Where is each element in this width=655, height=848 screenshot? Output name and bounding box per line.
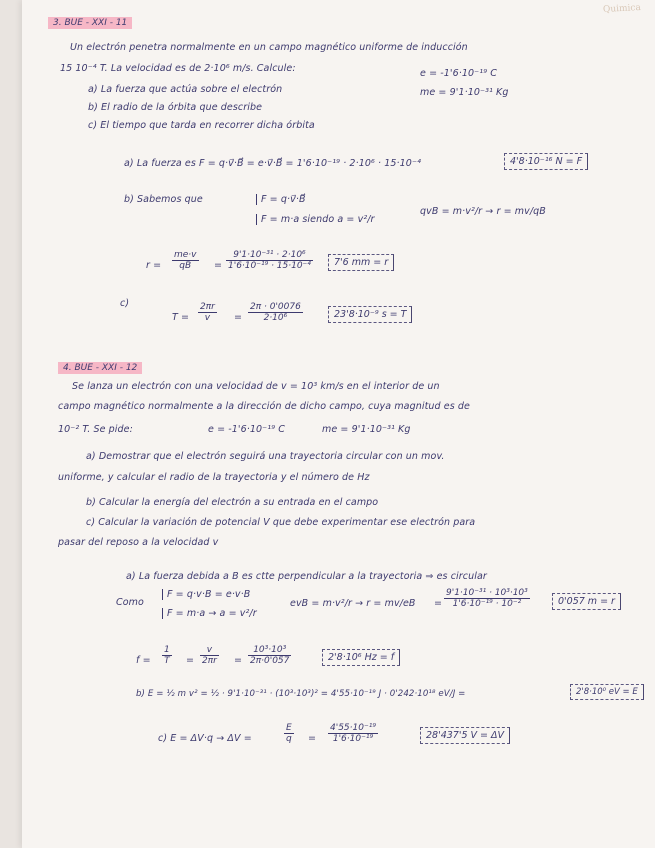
p4-answer-f-label: f = xyxy=(136,655,151,666)
p3-c-frac2-numerator: 2π · 0'0076 xyxy=(250,302,301,312)
p4-answer-a-equation: evB = m·v²/r → r = mv/eB xyxy=(290,598,416,609)
p3-c-frac1-numerator: 2πr xyxy=(200,302,215,312)
p3-c-frac1-denominator: v xyxy=(204,313,211,323)
problem-4-header: 4. BUE - XXI - 12 xyxy=(58,362,142,374)
p4-answer-a-fraction xyxy=(444,588,530,609)
p3-answer-b-system-1: F = q·v⃗·B⃗ xyxy=(256,194,306,205)
p4-answer-a-como: Como xyxy=(116,597,144,608)
p3-answer-c-T: T = xyxy=(172,312,190,323)
p3-answer-c-fraction-1 xyxy=(198,302,217,323)
p3-statement-line-1: Un electrón penetra normalmente en un campo magnético uniforme de inducción xyxy=(70,42,468,53)
p4-answer-a-system-1: F = q·v·B = e·v·B xyxy=(162,589,250,600)
p4-c-frac2-numerator: 4'55·10⁻¹⁹ xyxy=(330,723,376,733)
p3-answer-c-fraction-2 xyxy=(248,302,303,323)
p4-given-mass: me = 9'1·10⁻³¹ Kg xyxy=(322,424,411,435)
p4-answer-f-fraction-2 xyxy=(200,645,219,666)
p4-c-frac1-denominator: q xyxy=(286,734,292,744)
p3-b-frac2-numerator: 9'1·10⁻³¹ · 2·10⁶ xyxy=(226,250,313,261)
p4-f-frac1-denominator: T xyxy=(164,656,170,666)
p4-answer-f-fraction-3 xyxy=(248,645,291,666)
p3-question-b: b) El radio de la órbita que describe xyxy=(88,102,263,113)
p4-statement-line-1: Se lanza un electrón con una velocidad de v = 10³ km/s en el interior de un xyxy=(72,381,440,392)
p4-f-frac3-denominator: 2π·0'057 xyxy=(250,656,290,666)
p3-given-charge: e = -1'6·10⁻¹⁹ C xyxy=(420,68,497,79)
p4-f-frac3-numerator: 10³·10³ xyxy=(248,645,291,656)
p4-answer-b-result: 2'8·10⁰ eV = E xyxy=(570,684,644,700)
p3-question-a: a) La fuerza que actúa sobre el electrón xyxy=(88,84,283,95)
p4-c-equals: = xyxy=(308,733,317,744)
p3-answer-a: a) La fuerza es F = q·v⃗·B⃗ = e·v⃗·B⃗ = 1'6·10⁻¹⁹ · 2·10⁶ · 15·10⁻⁴ xyxy=(124,158,421,169)
p4-answer-b: b) E = ½ m v² = ½ · 9'1·10⁻³¹ · (10³·10³)² = 4'55·10⁻¹⁹ J · 0'242·10¹⁸ eV/J = xyxy=(136,689,466,699)
p3-answer-c-result: 23'8·10⁻⁹ s = T xyxy=(328,306,412,323)
p4-answer-c-result: 28'437'5 V = ΔV xyxy=(420,727,510,744)
p3-answer-b-derivation: qvB = m·v²/r → r = mv/qB xyxy=(420,206,546,217)
p4-answer-c: c) E = ΔV·q → ΔV = xyxy=(158,733,252,744)
p4-question-c-line-2: pasar del reposo a la velocidad v xyxy=(58,537,219,548)
p4-f-frac2-numerator: v xyxy=(200,645,219,656)
p4-given-charge: e = -1'6·10⁻¹⁹ C xyxy=(208,424,285,435)
p3-question-c: c) El tiempo que tarda en recorrer dicha órbita xyxy=(88,120,315,131)
p4-f-frac1-numerator: 1 xyxy=(164,645,170,655)
p4-question-a-line-1: a) Demostrar que el electrón seguirá una trayectoria circular con un mov. xyxy=(86,451,445,462)
p4-a-frac-denominator: 1'6·10⁻¹⁹ · 10⁻² xyxy=(452,599,522,609)
p4-f-frac2-denominator: 2πr xyxy=(202,656,217,666)
p4-c-frac1-numerator: E xyxy=(284,723,294,734)
p3-answer-b-system-2: F = m·a siendo a = v²/r xyxy=(256,214,375,225)
p4-answer-a-line-1: a) La fuerza debida a B es ctte perpendicular a la trayectoria ⇒ es circular xyxy=(126,571,487,582)
p4-answer-f-result: 2'8·10⁶ Hz = f xyxy=(322,649,400,666)
p3-given-mass: me = 9'1·10⁻³¹ Kg xyxy=(420,87,509,98)
p4-statement-line-2: campo magnético normalmente a la dirección de dicho campo, cuya magnitud es de xyxy=(58,401,470,412)
p3-b-frac1-denominator: qB xyxy=(179,261,192,271)
p4-answer-a-system-2: F = m·a → a = v²/r xyxy=(162,608,257,619)
p4-a-equals: = xyxy=(434,598,443,609)
bleed-through-stamp: Quimica xyxy=(602,3,642,15)
p3-answer-b-r-label: r = xyxy=(146,260,162,271)
p3-answer-a-result: 4'8·10⁻¹⁶ N = F xyxy=(504,153,588,170)
p3-answer-b-fraction-2 xyxy=(226,250,313,271)
p4-f-equals-2: = xyxy=(234,655,243,666)
p3-answer-c-label: c) xyxy=(120,298,130,309)
p4-a-frac-numerator: 9'1·10⁻³¹ · 10³·10³ xyxy=(446,588,528,598)
p3-b-frac2-denominator: 1'6·10⁻¹⁹ · 15·10⁻⁴ xyxy=(228,261,311,271)
p4-answer-a-result: 0'057 m = r xyxy=(552,593,621,610)
p3-answer-b-fraction-1 xyxy=(172,250,199,271)
p4-f-equals-1: = xyxy=(186,655,195,666)
p3-b-frac1-numerator: me·v xyxy=(174,250,197,260)
p4-answer-c-fraction-2 xyxy=(328,723,378,744)
problem-3-header: 3. BUE - XXI - 11 xyxy=(48,17,132,29)
p4-answer-c-fraction-1 xyxy=(284,723,294,744)
p4-answer-f-fraction-1 xyxy=(162,645,172,666)
p4-statement-line-3: 10⁻² T. Se pide: xyxy=(58,424,133,435)
notebook-page xyxy=(22,0,655,848)
p3-answer-b-result: 7'6 mm = r xyxy=(328,254,394,271)
p3-c-frac2-denominator: 2·10⁶ xyxy=(263,313,288,323)
p4-question-b: b) Calcular la energía del electrón a su entrada en el campo xyxy=(86,497,379,508)
p3-statement-line-2: 15 10⁻⁴ T. La velocidad es de 2·10⁶ m/s. Calcule: xyxy=(60,63,296,74)
p4-question-c-line-1: c) Calcular la variación de potencial V que debe experimentar ese electrón para xyxy=(86,517,476,528)
p4-question-a-line-2: uniforme, y calcular el radio de la trayectoria y el número de Hz xyxy=(58,472,370,483)
p3-b-equals: = xyxy=(214,260,223,271)
p4-c-frac2-denominator: 1'6·10⁻¹⁹ xyxy=(332,734,374,744)
p3-c-equals: = xyxy=(234,312,243,323)
p3-answer-b-intro: b) Sabemos que xyxy=(124,194,203,205)
